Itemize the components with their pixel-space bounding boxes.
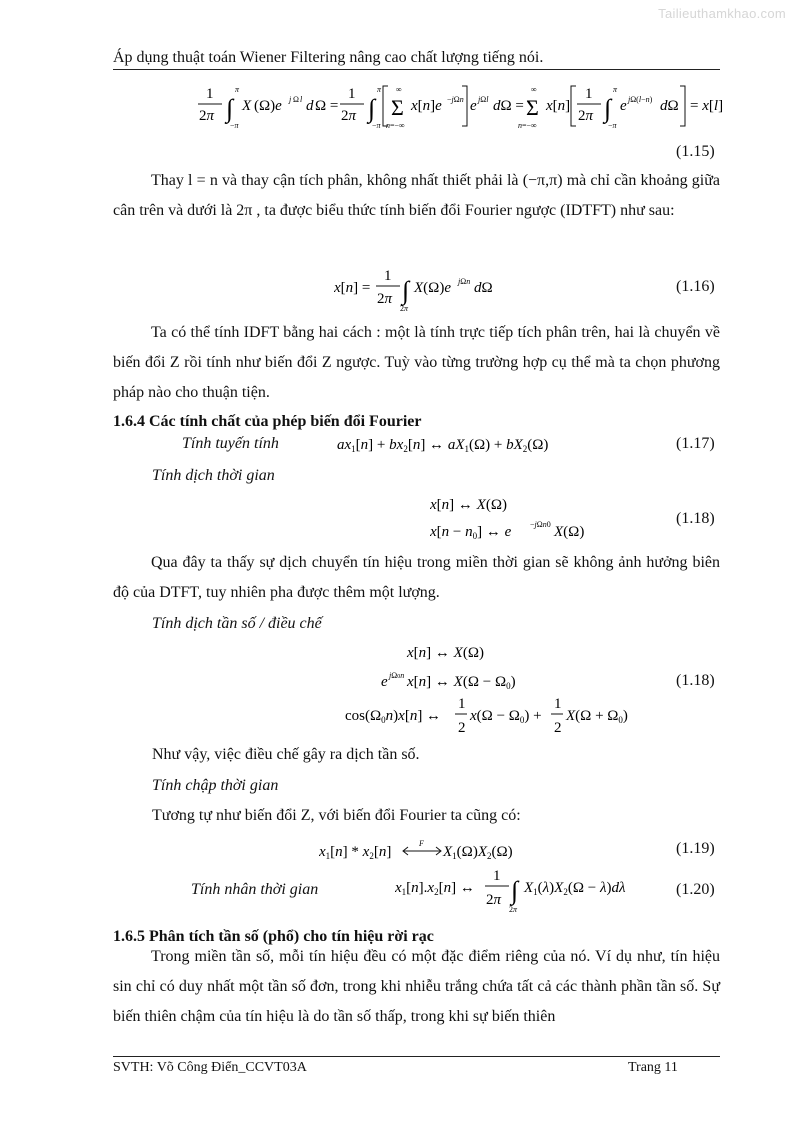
property-convolution-label: Tính chập thời gian bbox=[152, 777, 279, 794]
svg-text:∫: ∫ bbox=[511, 876, 519, 905]
equation-1-18a bbox=[430, 492, 600, 551]
paragraph-text: Trong miền tần số, mỗi tín hiệu đều có một đặc điểm riêng của nó. Ví dụ như, tín hiệu sin chỉ có duy nhất một tần số đơn, trong khi nhiễu trắng chứa tất cả các thành phần tần số. Sự biến thiên chậm của tín hiệu là do tần số thấp, trong khi sự biến thiên bbox=[113, 948, 720, 1025]
svg-text:e: e bbox=[381, 674, 388, 690]
svg-text:1: 1 bbox=[384, 268, 392, 284]
svg-text:l: l bbox=[300, 95, 303, 104]
svg-text:jΩn: jΩn bbox=[458, 277, 471, 286]
svg-text:(Ω)e: (Ω)e bbox=[254, 98, 282, 114]
svg-text:2π: 2π bbox=[509, 905, 518, 914]
svg-text:j: j bbox=[289, 95, 292, 104]
svg-text:π: π bbox=[235, 85, 240, 94]
equation-number: (1.18) bbox=[676, 672, 715, 689]
property-time-shift-label: Tính dịch thời gian bbox=[152, 467, 275, 484]
svg-text:x1[n] * x2[n]: $x_1[n] * x_2[n]$ bbox=[319, 844, 392, 861]
paragraph-text: Ta có thể tính IDFT bằng hai cách : một là tính trực tiếp tích phân trên, hai là chuyển về biến đổi Z rồi tính như biến đổi Z ngược. Tuỳ vào từng trường hợp cụ thể mà ta chọn phương pháp nào cho thuận tiện. bbox=[113, 324, 720, 401]
svg-text:F: F bbox=[419, 839, 424, 848]
svg-text:X: X bbox=[242, 98, 252, 114]
svg-text:x(Ω − Ω0) +: $x(\Omega - \Omega_0)$ + bbox=[470, 708, 542, 725]
paragraph-text: Thay l = n và thay cận tích phân, không nhất thiết phải là (−π,π) mà chỉ cần khoảng giữa cân trên và dưới là 2π , ta được biểu thức tính biến đổi Fourier ngược (IDTFT) như sau: bbox=[113, 172, 720, 219]
svg-text:dΩ =: dΩ = bbox=[493, 98, 524, 114]
equation-number: (1.17) bbox=[676, 435, 715, 452]
equation-number: (1.15) bbox=[676, 143, 715, 160]
svg-text:Ω: Ω bbox=[293, 95, 299, 104]
svg-text:e: e bbox=[620, 98, 627, 114]
svg-text:∫: ∫ bbox=[402, 276, 410, 305]
footer-rule bbox=[113, 1056, 720, 1057]
svg-text:2: 2 bbox=[554, 720, 562, 736]
svg-text:−jΩn: −jΩn bbox=[447, 95, 464, 104]
svg-text:n=−∞: n=−∞ bbox=[518, 121, 537, 130]
svg-text:x[n − n0] ↔ e: $x[n - n_0]$ ↔ e bbox=[430, 524, 512, 541]
svg-text:dΩ: dΩ bbox=[660, 98, 679, 114]
footer-page-number: Trang 11 bbox=[628, 1060, 678, 1075]
svg-text:−jΩn0: −jΩn0 bbox=[530, 520, 551, 529]
svg-text:x[n] ↔ X(Ω): x[n] ↔ X(Ω) bbox=[407, 645, 484, 661]
equation-1-17 bbox=[337, 432, 577, 461]
section-heading-1-6-5: 1.6.5 Phân tích tần số (phổ) cho tín hiệu rời rạc bbox=[113, 928, 434, 945]
paragraph-idft bbox=[113, 318, 720, 408]
equation-number: (1.20) bbox=[676, 881, 715, 898]
svg-text:Ω =: Ω = bbox=[315, 98, 339, 114]
svg-text:jΩ(l−n): jΩ(l−n) bbox=[628, 95, 653, 104]
svg-text:X(Ω)e: X(Ω)e bbox=[414, 280, 451, 296]
svg-text:∫: ∫ bbox=[604, 94, 612, 123]
svg-text:1: 1 bbox=[348, 86, 356, 102]
svg-text:1: 1 bbox=[206, 86, 214, 102]
svg-text:2π: 2π bbox=[341, 108, 357, 124]
svg-text:2: 2 bbox=[458, 720, 466, 736]
svg-text:π: π bbox=[377, 85, 382, 94]
svg-text:Σ: Σ bbox=[526, 95, 539, 120]
svg-text:ax1[n] + bx2[n] ↔ aX1(Ω) + bX2: $ax_1[n] + bx_2[n]$ ↔ $aX_1(\Omega) + bX_2(\Omega)$ bbox=[337, 437, 549, 454]
svg-text:2π: 2π bbox=[400, 304, 409, 312]
svg-text:x[n] ↔ X(Ω − Ω0): x[n] ↔ $X(\Omega - \Omega_0)$ bbox=[407, 674, 516, 691]
svg-text:1: 1 bbox=[493, 868, 501, 884]
svg-text:X1(λ)X2(Ω − λ)dλ: $X_1(\lambda)X_2(\Omega - \lambda)d\lambda$ bbox=[524, 880, 626, 897]
property-freq-shift-label: Tính dịch tần số / điều chế bbox=[152, 615, 322, 632]
svg-text:n=−∞: n=−∞ bbox=[386, 121, 405, 130]
svg-text:d: d bbox=[306, 98, 314, 114]
svg-text:∞: ∞ bbox=[396, 85, 402, 94]
svg-text:1: 1 bbox=[458, 696, 466, 712]
svg-text:jΩ0n: jΩ0n bbox=[389, 671, 405, 680]
svg-text:2π: 2π bbox=[377, 291, 393, 307]
paragraph-spectrum bbox=[113, 942, 720, 1032]
watermark: Tailieuthamkhao.com bbox=[658, 6, 786, 21]
svg-text:X(Ω): X(Ω) bbox=[554, 524, 585, 540]
footer-author: SVTH: Võ Công Điển_CCVT03A bbox=[113, 1060, 307, 1075]
svg-text:X1(Ω)X2(Ω): $X_1(\Omega)X_2(\Omega)$ bbox=[443, 844, 513, 861]
equation-number: (1.19) bbox=[676, 840, 715, 857]
svg-text:∫: ∫ bbox=[368, 94, 376, 123]
svg-text:x[n]: x[n] bbox=[546, 98, 571, 114]
equation-1-18b bbox=[345, 640, 645, 745]
svg-text:x[n] ↔ X(Ω): x[n] ↔ X(Ω) bbox=[430, 497, 507, 513]
svg-text:2π: 2π bbox=[486, 892, 502, 908]
svg-text:−π: −π bbox=[608, 121, 617, 130]
svg-text:cos(Ω0n)x[n] ↔: $\cos(\Omega_0n)x[n]$ ↔ bbox=[345, 708, 442, 725]
equation-1-16 bbox=[334, 266, 504, 317]
svg-text:X(Ω + Ω0): $X(\Omega + \Omega_0)$ bbox=[566, 708, 628, 725]
svg-text:2π: 2π bbox=[578, 108, 594, 124]
equation-number: (1.16) bbox=[676, 278, 715, 295]
paragraph-time-shift bbox=[113, 548, 720, 608]
section-heading-1-6-4: 1.6.4 Các tính chất của phép biến đổi Fourier bbox=[113, 413, 422, 430]
svg-text:e: e bbox=[470, 98, 477, 114]
svg-text:−π: −π bbox=[230, 121, 239, 130]
property-multiplication-label: Tính nhân thời gian bbox=[191, 881, 319, 898]
svg-text:dΩ: dΩ bbox=[474, 280, 493, 296]
paragraph-convolution: Tương tự như biến đổi Z, với biến đổi Fourier ta cũng có: bbox=[152, 807, 521, 824]
equation-number: (1.18) bbox=[676, 510, 715, 527]
equation-1-20 bbox=[395, 864, 655, 921]
svg-text:x1[n].x2[n] ↔: $x_1[n].x_2[n]$ ↔ bbox=[395, 880, 475, 897]
equation-1-15 bbox=[196, 82, 726, 137]
svg-text:∞: ∞ bbox=[531, 85, 537, 94]
header-rule bbox=[113, 69, 720, 70]
svg-text:−π: −π bbox=[372, 121, 381, 130]
svg-text:x[n] =: x[n] = bbox=[334, 280, 371, 296]
property-linear-label: Tính tuyến tính bbox=[182, 435, 279, 452]
svg-text:jΩl: jΩl bbox=[478, 95, 489, 104]
svg-text:x[n]e: x[n]e bbox=[411, 98, 442, 114]
running-header: Áp dụng thuật toán Wiener Filtering nâng cao chất lượng tiếng nói. bbox=[113, 49, 544, 66]
svg-text:π: π bbox=[613, 85, 618, 94]
svg-text:1: 1 bbox=[585, 86, 593, 102]
svg-text:Σ: Σ bbox=[391, 95, 404, 120]
svg-text:1: 1 bbox=[554, 696, 562, 712]
svg-text:∫: ∫ bbox=[226, 94, 234, 123]
svg-text:= x[l]: = x[l] bbox=[690, 98, 724, 114]
paragraph-modulation: Như vậy, việc điều chế gây ra dịch tần số. bbox=[152, 746, 420, 763]
svg-text:2π: 2π bbox=[199, 108, 215, 124]
paragraph-text: Qua đây ta thấy sự dịch chuyển tín hiệu trong miền thời gian sẽ không ảnh hưởng biên độ của DTFT, tuy nhiên pha được thêm một lượng. bbox=[113, 554, 720, 601]
paragraph-idtft bbox=[113, 166, 720, 226]
